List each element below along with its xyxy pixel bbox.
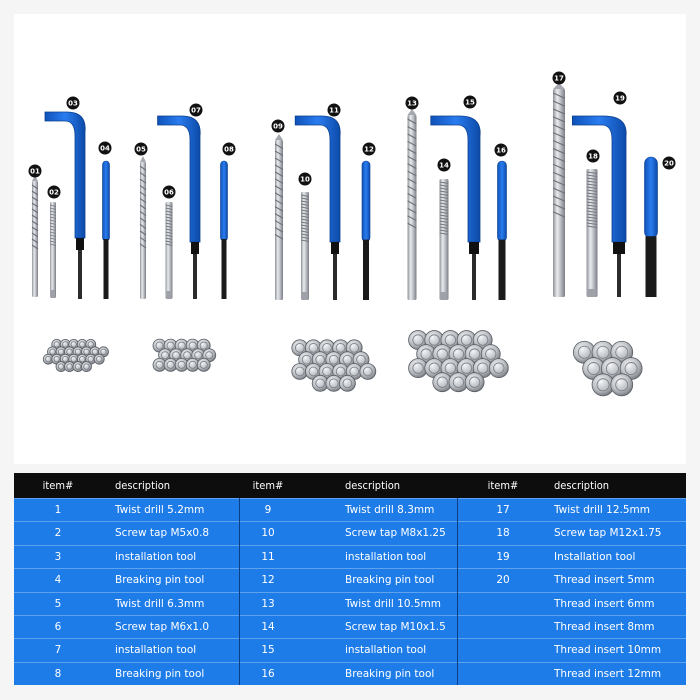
item-number: 11 [261,550,275,563]
item-description: Screw tap M8x1.25 [345,527,446,540]
thread-insert [94,354,104,364]
thread-insert-cluster [292,340,376,391]
table-cell-group [457,522,686,544]
item-number: 12 [261,574,275,587]
breaking-pin-rod [363,240,369,300]
item-description: Thread insert 12mm [554,667,662,680]
item-number-badge [495,144,508,157]
badge-label: 14 [439,161,449,170]
badge-label: 17 [554,74,564,83]
installation-tool-collar [331,242,339,254]
thread-insert [339,375,355,391]
table-cell-group [239,522,457,544]
item-number: 3 [54,550,62,563]
breaking-pin-handle [221,161,228,241]
badge-label: 01 [30,167,40,176]
breaking-pin-rod [499,240,506,300]
installation-tool-handle [572,116,626,242]
thread-insert [465,373,484,392]
breaking-pin-handle [498,161,507,242]
table-cell-group [457,639,686,661]
table-cell-group [239,639,457,661]
item-description: Twist drill 12.5mm [554,504,651,516]
item-description: Breaking pin tool [115,574,205,587]
thread-insert-cluster [573,341,642,396]
item-number-badge [663,157,676,170]
item-number [486,639,520,661]
table-cell-group [239,616,457,638]
drill-tip [140,156,146,162]
badge-label: 18 [588,152,598,161]
header-item-3: item# [487,479,519,492]
item-number-badge [190,104,203,117]
item-number-badge [67,97,80,110]
thread-insert [489,359,508,378]
badge-label: 16 [496,146,506,155]
table-cell-group [239,546,457,568]
header-description-2: description [345,479,401,492]
badge-label: 03 [68,99,78,108]
table-cell-group [14,616,239,638]
tap-square-end [441,292,448,300]
thread-insert-cluster [409,331,509,392]
badge-label: 07 [191,106,201,115]
breaking-pin-handle [103,161,110,241]
installation-tool-mandrel [193,254,197,299]
item-number-badge [299,173,312,186]
badge-label: 06 [164,188,174,197]
item-description: Twist drill 8.3mm [345,504,435,516]
item-description: Twist drill 6.3mm [115,597,205,610]
badge-label: 05 [136,145,146,154]
installation-tool-mandrel [617,254,621,297]
breaking-pin-handle [645,157,658,238]
item-number-badge [587,150,600,163]
item-description: Screw tap M5x0.8 [115,527,210,540]
table-row [14,615,686,638]
thread-insert [611,374,633,396]
table-cell-group [239,663,457,685]
twist-drill [408,115,417,300]
installation-tool-mandrel [472,254,476,300]
header-item-1: item# [42,479,74,492]
installation-tool-collar [76,238,84,250]
item-number: 16 [261,667,275,680]
table-cell-group [14,639,239,661]
table-cell-group [457,546,686,568]
parts-table [14,473,686,685]
item-description: Thread insert 8mm [554,620,655,633]
item-description: Thread insert 5mm [554,574,655,587]
table-body [14,498,686,685]
table-cell-group [457,663,686,685]
table-cell-group [14,663,239,685]
item-number-badge [464,96,477,109]
table-cell-group [239,499,457,521]
badge-label: 12 [364,145,374,154]
header-description-1: description [115,479,171,492]
table-row [14,592,686,615]
badge-label: 08 [224,145,234,154]
badge-label: 10 [300,175,310,184]
product-photo [14,14,686,464]
tap-square-end [167,291,172,299]
item-number: 18 [496,527,510,540]
badge-label: 13 [407,99,417,108]
item-description: installation tool [345,550,427,563]
thread-insert [82,362,92,372]
thread-insert-cluster [43,339,108,371]
table-row [14,498,686,521]
item-number: 7 [54,644,62,657]
table-cell-group [457,499,686,521]
table-cell-group [14,546,239,568]
item-description: Breaking pin tool [345,574,435,587]
table-cell-group [239,569,457,591]
item-description: Screw tap M6x1.0 [115,620,210,633]
tap-square-end [588,289,597,297]
item-number [486,663,520,685]
item-description: Twist drill 5.2mm [115,504,205,516]
table-cell-group [457,616,686,638]
installation-tool-mandrel [78,250,82,299]
table-row [14,662,686,685]
item-number-badge [614,92,627,105]
item-number-badge [223,143,236,156]
installation-tool-handle [158,116,201,242]
item-description: Thread insert 10mm [554,644,662,657]
table-cell-group [14,569,239,591]
badge-label: 02 [49,188,59,197]
item-description: installation tool [115,644,197,657]
item-number [486,616,520,638]
thread-insert [360,363,376,379]
item-number: 14 [261,620,275,633]
table-cell-group [457,569,686,591]
item-description: installation tool [115,550,197,563]
table-cell-group [239,593,457,615]
badge-label: 15 [465,98,475,107]
item-number: 1 [54,504,62,516]
tap-square-end [302,292,308,300]
tap-square-end [51,290,55,298]
item-number-badge [438,159,451,172]
item-number-badge [328,104,341,117]
item-number-badge [272,120,285,133]
table-cell-group [14,593,239,615]
item-number [486,593,520,615]
table-row [14,521,686,544]
drill-tip [408,109,417,115]
item-number: 13 [261,597,275,610]
table-row [14,638,686,661]
item-number: 5 [54,597,62,610]
item-number: 20 [496,574,510,587]
badge-label: 19 [615,94,625,103]
twist-drill [275,140,283,300]
table-row [14,545,686,568]
breaking-pin-rod [222,239,227,299]
drill-tip [275,134,283,140]
installation-tool-collar [469,242,479,254]
item-number: 9 [264,504,272,516]
item-number: 17 [496,504,510,516]
item-description: Screw tap M12x1.75 [554,527,662,540]
item-number-badge [99,142,112,155]
item-number-badge [48,186,61,199]
item-description: Thread insert 6mm [554,597,655,610]
item-number: 19 [496,550,510,563]
badge-label: 20 [664,159,674,168]
item-number: 8 [54,667,62,680]
table-cell-group [14,499,239,521]
item-description: Breaking pin tool [345,667,435,680]
item-description: Twist drill 10.5mm [345,597,442,610]
table-header [14,473,686,498]
table-row [14,568,686,591]
table-cell-group [14,522,239,544]
header-description-3: description [554,479,610,492]
item-number: 2 [54,527,62,540]
installation-tool-mandrel [333,254,337,300]
item-number-badge [363,143,376,156]
thread-insert [197,358,210,371]
badge-label: 11 [329,106,339,115]
thread-insert-cluster [153,339,216,371]
item-number-badge [29,165,42,178]
item-description: Breaking pin tool [115,667,205,680]
item-number-badge [553,72,566,85]
item-number: 15 [261,644,275,657]
installation-tool-collar [191,242,199,254]
item-description: installation tool [345,644,427,657]
item-number-badge [135,143,148,156]
breaking-pin-rod [104,239,109,299]
badge-label: 04 [100,144,110,153]
item-description: Installation tool [554,550,636,563]
table-cell-group [457,593,686,615]
header-item-2: item# [252,479,284,492]
tool-set-illustration [14,14,686,464]
breaking-pin-rod [646,236,657,297]
breaking-pin-handle [362,161,370,242]
screw-tap [166,202,173,299]
item-number: 4 [54,574,62,587]
installation-tool-handle [431,116,480,242]
badge-label: 09 [273,122,283,131]
item-number-badge [406,97,419,110]
item-number: 10 [261,527,275,540]
item-number: 6 [54,620,62,633]
screw-tap [50,202,56,298]
item-number-badge [163,186,176,199]
installation-tool-collar [613,242,625,254]
item-description: Screw tap M10x1.5 [345,620,446,633]
